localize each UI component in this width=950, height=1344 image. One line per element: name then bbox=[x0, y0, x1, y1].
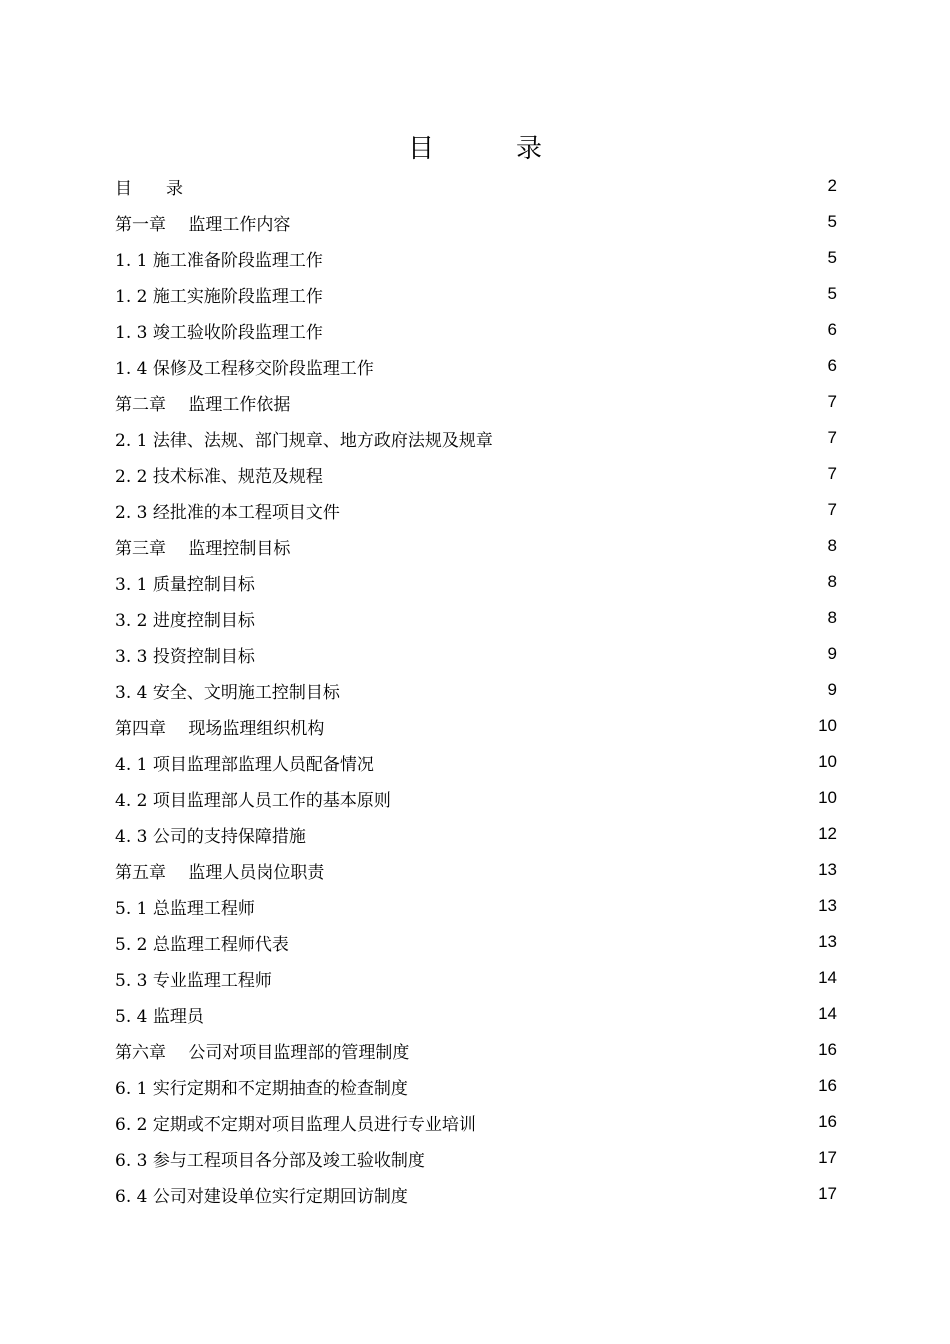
toc-entry-label: 6. 4 公司对建设单位实行定期回访制度 bbox=[115, 1186, 408, 1207]
toc-entry[interactable] bbox=[115, 384, 837, 420]
toc-entry[interactable] bbox=[115, 276, 837, 312]
toc-entry-label: 第三章 监理控制目标 bbox=[115, 538, 291, 559]
toc-entry-page-number: 17 bbox=[818, 1148, 837, 1167]
toc-entry[interactable] bbox=[115, 204, 837, 240]
toc-entry-page-number: 16 bbox=[818, 1112, 837, 1131]
toc-entry-page-number: 13 bbox=[818, 932, 837, 951]
toc-entry-label: 6. 2 定期或不定期对项目监理人员进行专业培训 bbox=[115, 1114, 476, 1135]
toc-entry-page-number: 7 bbox=[827, 500, 837, 519]
toc-entry[interactable] bbox=[115, 924, 837, 960]
toc-entry-page-number: 7 bbox=[827, 392, 837, 411]
toc-entry[interactable] bbox=[115, 240, 837, 276]
toc-entry-page-number: 6 bbox=[827, 320, 837, 339]
toc-entry-page-number: 10 bbox=[818, 752, 837, 771]
toc-entry-page-number: 2 bbox=[827, 176, 837, 195]
toc-entry[interactable] bbox=[115, 1140, 837, 1176]
toc-entry-page-number: 9 bbox=[827, 644, 837, 663]
toc-entry-label: 第二章 监理工作依据 bbox=[115, 394, 291, 415]
toc-entry-label: 3. 2 进度控制目标 bbox=[115, 610, 255, 631]
toc-entry-label: 2. 3 经批准的本工程项目文件 bbox=[115, 502, 340, 523]
toc-entry[interactable] bbox=[115, 708, 837, 744]
toc-entry-label: 第五章 监理人员岗位职责 bbox=[115, 862, 325, 883]
toc-entry-label: 1. 1 施工准备阶段监理工作 bbox=[115, 250, 323, 271]
toc-entry-label: 6. 3 参与工程项目各分部及竣工验收制度 bbox=[115, 1150, 425, 1171]
toc-entry-label: 4. 3 公司的支持保障措施 bbox=[115, 826, 306, 847]
toc-entry[interactable] bbox=[115, 168, 837, 204]
toc-entry[interactable] bbox=[115, 1104, 837, 1140]
toc-entry[interactable] bbox=[115, 672, 837, 708]
toc-entry[interactable] bbox=[115, 564, 837, 600]
toc-entry[interactable] bbox=[115, 528, 837, 564]
toc-entry[interactable] bbox=[115, 816, 837, 852]
toc-entry-page-number: 7 bbox=[827, 464, 837, 483]
toc-entry-page-number: 6 bbox=[827, 356, 837, 375]
toc-entry-label: 3. 1 质量控制目标 bbox=[115, 574, 255, 595]
toc-entry-page-number: 7 bbox=[827, 428, 837, 447]
toc-entry-page-number: 14 bbox=[818, 968, 837, 987]
toc-entry-page-number: 12 bbox=[818, 824, 837, 843]
toc-entry-page-number: 16 bbox=[818, 1076, 837, 1095]
toc-entry-page-number: 16 bbox=[818, 1040, 837, 1059]
page-title: 目 录 bbox=[407, 134, 570, 164]
toc-entry-label: 4. 1 项目监理部监理人员配备情况 bbox=[115, 754, 374, 775]
toc-entry[interactable] bbox=[115, 852, 837, 888]
toc-entry[interactable] bbox=[115, 1176, 837, 1212]
toc-entry-page-number: 5 bbox=[827, 284, 837, 303]
toc-entry[interactable] bbox=[115, 1032, 837, 1068]
toc-entry-label: 第一章 监理工作内容 bbox=[115, 214, 291, 235]
toc-entry-page-number: 8 bbox=[827, 572, 837, 591]
toc-entry[interactable] bbox=[115, 888, 837, 924]
toc-entry-page-number: 5 bbox=[827, 248, 837, 267]
toc-entry[interactable] bbox=[115, 780, 837, 816]
toc-entry-label: 6. 1 实行定期和不定期抽查的检查制度 bbox=[115, 1078, 408, 1099]
toc-entry[interactable] bbox=[115, 420, 837, 456]
toc-entry-page-number: 8 bbox=[827, 536, 837, 555]
toc-entry[interactable] bbox=[115, 1068, 837, 1104]
toc-entry-page-number: 17 bbox=[818, 1184, 837, 1203]
toc-entry[interactable] bbox=[115, 348, 837, 384]
toc-entry[interactable] bbox=[115, 492, 837, 528]
toc-entry-label: 2. 1 法律、法规、部门规章、地方政府法规及规章 bbox=[115, 430, 493, 451]
toc-entry-label: 3. 3 投资控制目标 bbox=[115, 646, 255, 667]
toc-entry-label: 5. 2 总监理工程师代表 bbox=[115, 934, 289, 955]
toc-entry-page-number: 9 bbox=[827, 680, 837, 699]
toc-entry-label: 第四章 现场监理组织机构 bbox=[115, 718, 325, 739]
toc-entry-label: 3. 4 安全、文明施工控制目标 bbox=[115, 682, 340, 703]
toc-entry-page-number: 10 bbox=[818, 716, 837, 735]
toc-entry-page-number: 8 bbox=[827, 608, 837, 627]
toc-entry[interactable] bbox=[115, 312, 837, 348]
toc-entry[interactable] bbox=[115, 600, 837, 636]
toc-entry-label: 4. 2 项目监理部人员工作的基本原则 bbox=[115, 790, 391, 811]
toc-entry-page-number: 13 bbox=[818, 896, 837, 915]
toc-entry-label: 5. 4 监理员 bbox=[115, 1006, 204, 1027]
table-of-contents bbox=[115, 168, 837, 1212]
toc-entry[interactable] bbox=[115, 636, 837, 672]
toc-entry-label: 目 录 bbox=[115, 178, 183, 199]
toc-entry-page-number: 5 bbox=[827, 212, 837, 231]
toc-entry-page-number: 14 bbox=[818, 1004, 837, 1023]
toc-entry-page-number: 10 bbox=[818, 788, 837, 807]
toc-entry-label: 1. 4 保修及工程移交阶段监理工作 bbox=[115, 358, 374, 379]
toc-entry[interactable] bbox=[115, 456, 837, 492]
toc-entry-label: 第六章 公司对项目监理部的管理制度 bbox=[115, 1042, 410, 1063]
toc-entry-label: 1. 2 施工实施阶段监理工作 bbox=[115, 286, 323, 307]
toc-entry[interactable] bbox=[115, 744, 837, 780]
toc-entry-label: 5. 1 总监理工程师 bbox=[115, 898, 255, 919]
toc-entry-page-number: 13 bbox=[818, 860, 837, 879]
toc-entry-label: 5. 3 专业监理工程师 bbox=[115, 970, 272, 991]
toc-entry[interactable] bbox=[115, 960, 837, 996]
toc-entry[interactable] bbox=[115, 996, 837, 1032]
toc-entry-label: 1. 3 竣工验收阶段监理工作 bbox=[115, 322, 323, 343]
toc-entry-label: 2. 2 技术标准、规范及规程 bbox=[115, 466, 323, 487]
